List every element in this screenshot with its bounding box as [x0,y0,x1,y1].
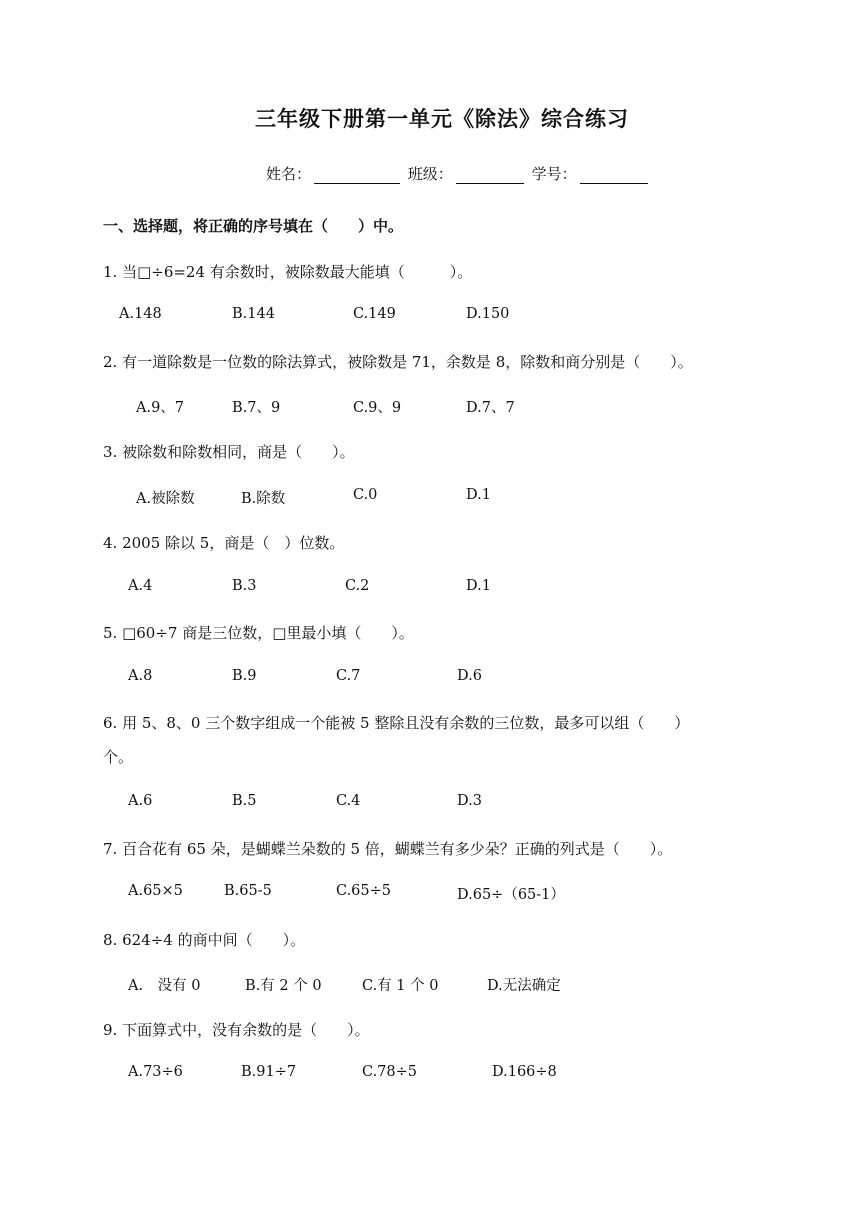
section-heading: 一、选择题，将正确的序号填在（ ）中。 [103,217,404,235]
name-blank[interactable] [314,167,400,184]
q3-option-a: A.被除数 [136,491,195,507]
id-label: 学号： [531,165,577,183]
q3-option-c: C.0 [353,487,378,503]
name-label: 姓名： [266,165,312,183]
q4-option-b: B.3 [232,578,257,594]
question-6-continued: 个。 [103,748,134,766]
q2-option-c: C.9、9 [353,400,402,416]
q5-option-a: A.8 [128,668,153,684]
q9-option-b: B.91÷7 [241,1064,297,1080]
question-3: 3. 被除数和除数相同，商是（ ）。 [103,443,355,461]
q2-option-a: A.9、7 [136,400,185,416]
question-9: 9. 下面算式中，没有余数的是（ ）。 [103,1021,370,1039]
q9-option-d: D.166÷8 [492,1064,557,1080]
q5-option-b: B.9 [232,668,257,684]
q9-option-c: C.78÷5 [362,1064,418,1080]
q8-option-c: C.有 1 个 0 [362,978,439,994]
question-8: 8. 624÷4 的商中间（ ）。 [103,931,306,949]
q6-option-c: C.4 [336,793,361,809]
q7-option-b: B.65-5 [224,883,272,899]
q1-option-a: A.148 [119,306,162,322]
q9-option-a: A.73÷6 [128,1064,183,1080]
question-5: 5. □60÷7 商是三位数，□里最小填（ ）。 [103,624,414,642]
q6-option-a: A.6 [128,793,153,809]
q1-option-c: C.149 [353,306,396,322]
page-title: 三年级下册第一单元《除法》综合练习 [255,106,629,131]
q7-option-c: C.65÷5 [336,883,392,899]
q7-option-d: D.65÷（65-1） [457,887,565,903]
q8-option-b: B.有 2 个 0 [245,978,322,994]
question-2: 2. 有一道除数是一位数的除法算式，被除数是 71，余数是 8，除数和商分别是（ ）。 [103,353,693,371]
q7-option-a: A.65×5 [128,883,183,899]
q8-option-d: D.无法确定 [487,978,561,994]
q4-option-c: C.2 [345,578,370,594]
q3-option-d: D.1 [466,487,491,503]
question-4: 4. 2005 除以 5，商是（ ）位数。 [103,534,345,552]
q2-option-b: B.7、9 [232,400,281,416]
q4-option-d: D.1 [466,578,491,594]
id-blank[interactable] [580,167,648,184]
q1-option-b: B.144 [232,306,275,322]
q1-option-d: D.150 [466,306,510,322]
student-info [266,163,651,184]
class-blank[interactable] [456,167,524,184]
q5-option-c: C.7 [336,668,361,684]
question-6: 6. 用 5、8、0 三个数字组成一个能被 5 整除且没有余数的三位数，最多可以组（ ） [103,714,690,732]
question-7: 7. 百合花有 65 朵，是蝴蝶兰朵数的 5 倍，蝴蝶兰有多少朵？正确的列式是（ ）。 [103,840,673,858]
class-label: 班级： [407,165,453,183]
q6-option-d: D.3 [457,793,482,809]
q2-option-d: D.7、7 [466,400,515,416]
q8-option-a: A. 没有 0 [128,978,201,994]
q4-option-a: A.4 [128,578,153,594]
q5-option-d: D.6 [457,668,482,684]
q6-option-b: B.5 [232,793,257,809]
question-1: 1. 当□÷6=24 有余数时，被除数最大能填（ ）。 [103,263,473,281]
q3-option-b: B.除数 [241,491,286,507]
